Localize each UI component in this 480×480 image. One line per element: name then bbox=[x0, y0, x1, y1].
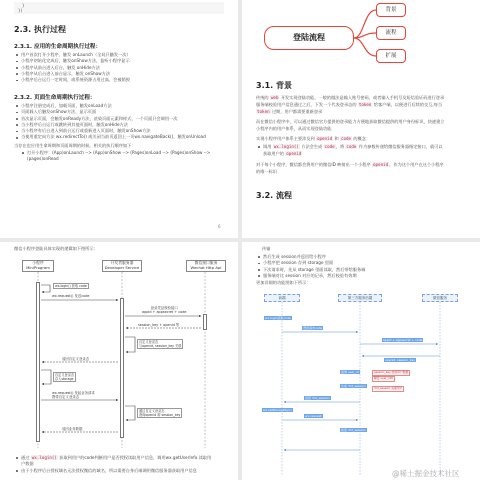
flow-step: wx.request bbox=[305, 414, 322, 418]
list-item: 小程序从前台进入后台，触发 onHide方法 bbox=[14, 65, 131, 71]
list-item: 首次显示页面，会触发onReady方法，渲染页面元素和样式，一个页面只会调用一次 bbox=[14, 116, 206, 122]
concept-list bbox=[256, 144, 443, 150]
message-label: 自定义登录态 与openid, session_key 关联 bbox=[139, 340, 182, 348]
explanation-list bbox=[14, 455, 211, 461]
message-label: session_key + openid 等 bbox=[138, 323, 180, 327]
list-item: 下次请求时，先从 storage 里面读取，然后带给服务端 bbox=[256, 267, 365, 273]
paragraph-line: 服务端校验用户信息通过之后，下发一个代表登录态的 token 给客户端，以便进行后续的交互,每当 bbox=[256, 102, 443, 107]
flow-note: 3rd_session 关联用户 bbox=[374, 386, 403, 390]
document-page-1 bbox=[0, 0, 238, 238]
list-item: 调用 wx.login() 方法会生成 code，将 code 作为参数传递给微信服务器指定接口，就可以 bbox=[256, 144, 443, 150]
list-item: 小程序后台运行一定时间，或系统资源占用过高，会被销毁 bbox=[14, 77, 131, 83]
code-line: }) bbox=[18, 8, 23, 14]
detail-flow-lines bbox=[242, 242, 480, 480]
flow-step: 生成 3rd_session bbox=[341, 384, 366, 388]
mindmap-branch: 流程 bbox=[376, 26, 406, 40]
mindmap-branch: 扩展 bbox=[376, 49, 406, 63]
paragraph: 当存在也应用生命周期和页面周期的时候，相关的执行顺序如下： bbox=[14, 143, 136, 148]
mindmap-branch: 背景 bbox=[376, 3, 406, 17]
paragraph: 更加详细的功能图如下所示： bbox=[256, 280, 311, 285]
swimlane-frontend: 前端 bbox=[264, 294, 300, 302]
paragraph-continued: (pages)onRead bbox=[27, 156, 59, 161]
flow-step: 登录请求code bbox=[303, 326, 323, 330]
section-title: 2.3. 执行过程 bbox=[14, 25, 66, 34]
paragraph-line: 而在微信小程序中，可以通过微信官方提供的登录能力方便地获取微信提供的用户身份标识，快速建立 bbox=[256, 119, 445, 124]
flow-step: wx.setStorageSync bbox=[263, 408, 292, 412]
swimlane-third-party-backend: 第三方服务后端 bbox=[338, 294, 382, 302]
list-item: 然后生成 session并返回给小程序 bbox=[256, 254, 365, 260]
list-item: 当小程序有后台进入到前台运行或重新进入页面时，触发onShow方法 bbox=[14, 128, 206, 134]
actor-miniprogram: 小程序 MiniProgram bbox=[22, 260, 54, 272]
paragraph-line: 户数据 bbox=[21, 461, 34, 466]
list-item: 小程序从后台进入前台显示，触发 onShow方法 bbox=[14, 71, 131, 77]
list-item: 服务端对比 session 对应的记录，然后校验有效期 bbox=[256, 273, 365, 279]
watermark: @稀土掘金技术社区 bbox=[392, 469, 460, 478]
message-label: wx.login() 获取 code bbox=[55, 284, 87, 288]
message-label: 自定义登录态 存入storage bbox=[55, 373, 75, 381]
message-label: 返回业务数据 bbox=[62, 427, 83, 431]
page-number: 6 bbox=[218, 224, 221, 229]
activation-bar bbox=[36, 282, 40, 442]
list-item: 用户首次打开小程序，触发 onLaunch（全局只触发一次） bbox=[14, 52, 131, 58]
paragraph: 微信小程序登陆具体实现的逻辑如下图所示： bbox=[14, 246, 98, 251]
flow-step: appid + appsecret + code bbox=[383, 338, 423, 342]
paragraph-line: token 过期，用户都需要重新登录 bbox=[257, 109, 323, 114]
actor-wechat-api: 微信接口服务 Wechat Http Api bbox=[186, 260, 226, 272]
list-item: 当小程序后台运行或跳转到其他页面时，触发onHide方法 bbox=[14, 122, 206, 128]
code-line: } bbox=[22, 3, 25, 8]
page-lifecycle-list bbox=[14, 103, 206, 141]
list-item: 由于小程序后台授权域名无法授权微信的域名，所以需要自身后端调用微信服务器获取用户信息 bbox=[14, 468, 197, 474]
code-block-tail bbox=[14, 2, 224, 14]
list-item: 小程序初始化完成后，触发onShow方法，监听小程序显示 bbox=[14, 58, 131, 64]
list-item: 通过 wx.login() 获取到用户的code判断用户是否授权读取用户信息，调用wx.getUserInfo 读取用 bbox=[14, 455, 211, 461]
app-lifecycle-list bbox=[14, 52, 131, 83]
section-title: 3.2. 流程 bbox=[256, 191, 292, 200]
flow-note: 解密 user_info bbox=[374, 376, 394, 380]
document-page-4 bbox=[242, 242, 480, 480]
paragraph-line: 获取用户的 openid bbox=[263, 151, 302, 156]
actor-developer-service: 开发者服务器 Developer Service bbox=[102, 260, 142, 272]
subsection-title: 2.3.1. 应用的生命周期执行过程： bbox=[14, 44, 102, 50]
flow-step: openid, session_key bbox=[385, 358, 415, 362]
paragraph-line: 实现小程序用户体系主要涉及到 openid 和 code 的概念： bbox=[256, 136, 371, 141]
list-item: 小程序注册完成后，加载页面，触发onLoad方法 bbox=[14, 103, 206, 109]
explanation-list bbox=[14, 468, 197, 474]
section-title: 3.1. 背景 bbox=[256, 81, 292, 90]
swimlane-wechat-service: 微信服务 bbox=[422, 294, 458, 302]
flow-step: 返回 3rd_session bbox=[305, 396, 330, 400]
message-label: 通过自定义登录态 查询openid 和 session_key bbox=[139, 409, 181, 417]
list-item: 当使用重定向方法 wx.redirectTo() 或关闭当前页返回上一页wx.navigateBack()，触发onUnload bbox=[14, 134, 206, 140]
flow-step: wx.login获取code bbox=[265, 316, 291, 320]
document-page-2 bbox=[242, 0, 480, 238]
paragraph-line: 传输 bbox=[262, 246, 271, 251]
list-item: 页面载入后触发onShow方法，显示页面 bbox=[14, 109, 206, 115]
list-item: 打开小程序：(App)onLaunch --> (App)onShow --> (Pages)onLoad --> (Pages)onShow --> bbox=[20, 150, 210, 156]
paragraph-line: 传统的 web 开发实现登陆功能，一般的做法是输入账号密码、或者输入手机号及短信验证码进行登录 bbox=[256, 95, 445, 100]
mindmap-root: 登陆流程 bbox=[264, 26, 354, 50]
flow-note: session_key 校验用户数据 bbox=[374, 370, 409, 374]
flow-step: 查询 user_id bbox=[341, 370, 359, 374]
activation-bar bbox=[120, 298, 124, 438]
document-page-3 bbox=[0, 242, 238, 480]
paragraph-line: 的唯一标识 bbox=[256, 169, 277, 174]
message-label: wx.request() 发起业务请求 携带自定义登录态 bbox=[52, 391, 95, 400]
activation-bar bbox=[203, 314, 207, 330]
subsection-title: 2.3.2. 页面生命周期执行过程： bbox=[14, 95, 96, 101]
paragraph-line: 小程序内的用户体系，从而实现登陆功能 bbox=[256, 126, 332, 131]
flow-step: 检查 3rd_session bbox=[341, 428, 366, 432]
message-label: 登录凭证校验接口 appid + appsecret + code bbox=[142, 306, 187, 315]
message-label: 返回自定义登录态 bbox=[62, 357, 90, 361]
list-item: 小程序把 session 存到 storage 里面 bbox=[256, 260, 365, 266]
message-label: wx.request() 发送code bbox=[52, 294, 90, 298]
paragraph-line: 对于每个小程序，微信都会将用户的微信ID 映射出一个小程序 openid，作为这个用户在这个小程序 bbox=[256, 162, 444, 167]
